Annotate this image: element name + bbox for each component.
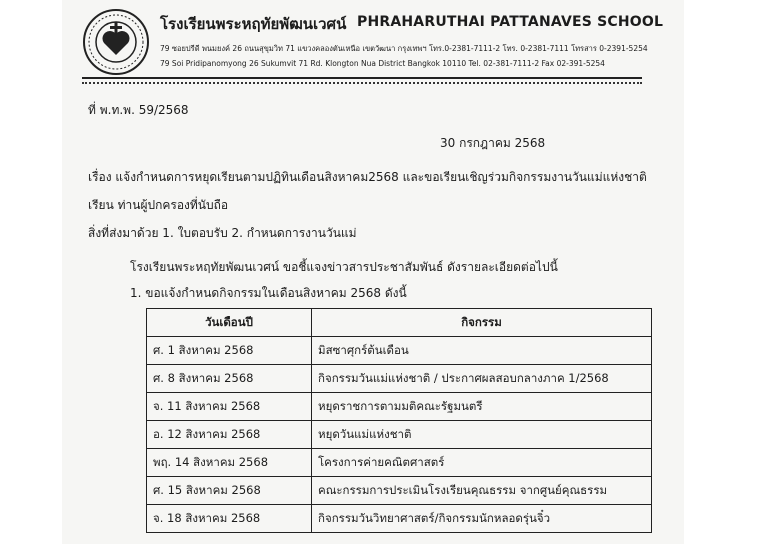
column-header-date: วันเดือนปี (147, 309, 312, 337)
activity-cell: คณะกรรมการประเมินโรงเรียนคุณธรรม จากศูนย์คุณธรรม (312, 477, 652, 505)
item-1-heading: 1. ขอแจ้งกำหนดกิจกรรมในเดือนสิงหาคม 2568 ดังนี้ (130, 286, 407, 300)
date-cell: ศ. 8 สิงหาคม 2568 (147, 365, 312, 393)
table-row (147, 477, 652, 505)
letter-subject: เรื่อง แจ้งกำหนดการหยุดเรียนตามปฏิทินเดือนสิงหาคม2568 และขอเรียนเชิญร่วมกิจกรรมงานวันแม่แห่งชาติ (88, 170, 647, 184)
address-english: 79 Soi Pridipanomyong 26 Sukumvit 71 Rd. Klongton Nua District Bangkok 10110 Tel. 02-381-7111-2 Fax 02-391-5254 (160, 59, 605, 68)
school-crest-icon (82, 8, 150, 76)
table-row (147, 449, 652, 477)
activity-cell: กิจกรรมวันแม่แห่งชาติ / ประกาศผลสอบกลางภาค 1/2568 (312, 365, 652, 393)
date-cell: จ. 18 สิงหาคม 2568 (147, 505, 312, 533)
table-row (147, 393, 652, 421)
address-thai: 79 ซอยปรีดี พนมยงค์ 26 ถนนสุขุมวิท 71 แขวงคลองตันเหนือ เขตวัฒนา กรุงเทพฯ โทร.0-2381-7111-2 โทร. 0-2381-7111 โทรสาร 0-2391-5254 (160, 44, 648, 53)
enclosures: สิ่งที่ส่งมาด้วย 1. ใบตอบรับ 2. กำหนดการงานวันแม่ (88, 226, 357, 240)
letter-intro: โรงเรียนพระหฤทัยพัฒนเวศน์ ขอชี้แจงข่าวสารประชาสัมพันธ์ ดังรายละเอียดต่อไปนี้ (130, 260, 558, 274)
table-row (147, 337, 652, 365)
table-header-row (147, 309, 652, 337)
letter-recipient: เรียน ท่านผู้ปกครองที่นับถือ (88, 198, 229, 212)
activity-cell: หยุดวันแม่แห่งชาติ (312, 421, 652, 449)
table-row (147, 365, 652, 393)
date-cell: อ. 12 สิงหาคม 2568 (147, 421, 312, 449)
table-row (147, 505, 652, 533)
date-cell: ศ. 1 สิงหาคม 2568 (147, 337, 312, 365)
column-header-activity: กิจกรรม (312, 309, 652, 337)
activity-cell: โครงการค่ายคณิตศาสตร์ (312, 449, 652, 477)
header-divider (82, 77, 642, 79)
activity-cell: หยุดราชการตามมติคณะรัฐมนตรี (312, 393, 652, 421)
date-cell: จ. 11 สิงหาคม 2568 (147, 393, 312, 421)
activities-table (146, 308, 652, 533)
letter-date: 30 กรกฎาคม 2568 (440, 136, 546, 150)
table-row (147, 421, 652, 449)
school-name-english: PHRAHARUTHAI PATTANAVES SCHOOL (357, 14, 664, 30)
date-cell: ศ. 15 สิงหาคม 2568 (147, 477, 312, 505)
school-name-thai: โรงเรียนพระหฤทัยพัฒนเวศน์ (160, 15, 347, 33)
activity-cell: มิสซาศุกร์ต้นเดือน (312, 337, 652, 365)
reference-number: ที่ พ.ท.พ. 59/2568 (88, 103, 189, 117)
header-dotted-divider (82, 82, 642, 84)
activity-cell: กิจกรรมวันวิทยาศาสตร์/กิจกรรมนักหลอดรุ่นจิ๋ว (312, 505, 652, 533)
date-cell: พฤ. 14 สิงหาคม 2568 (147, 449, 312, 477)
